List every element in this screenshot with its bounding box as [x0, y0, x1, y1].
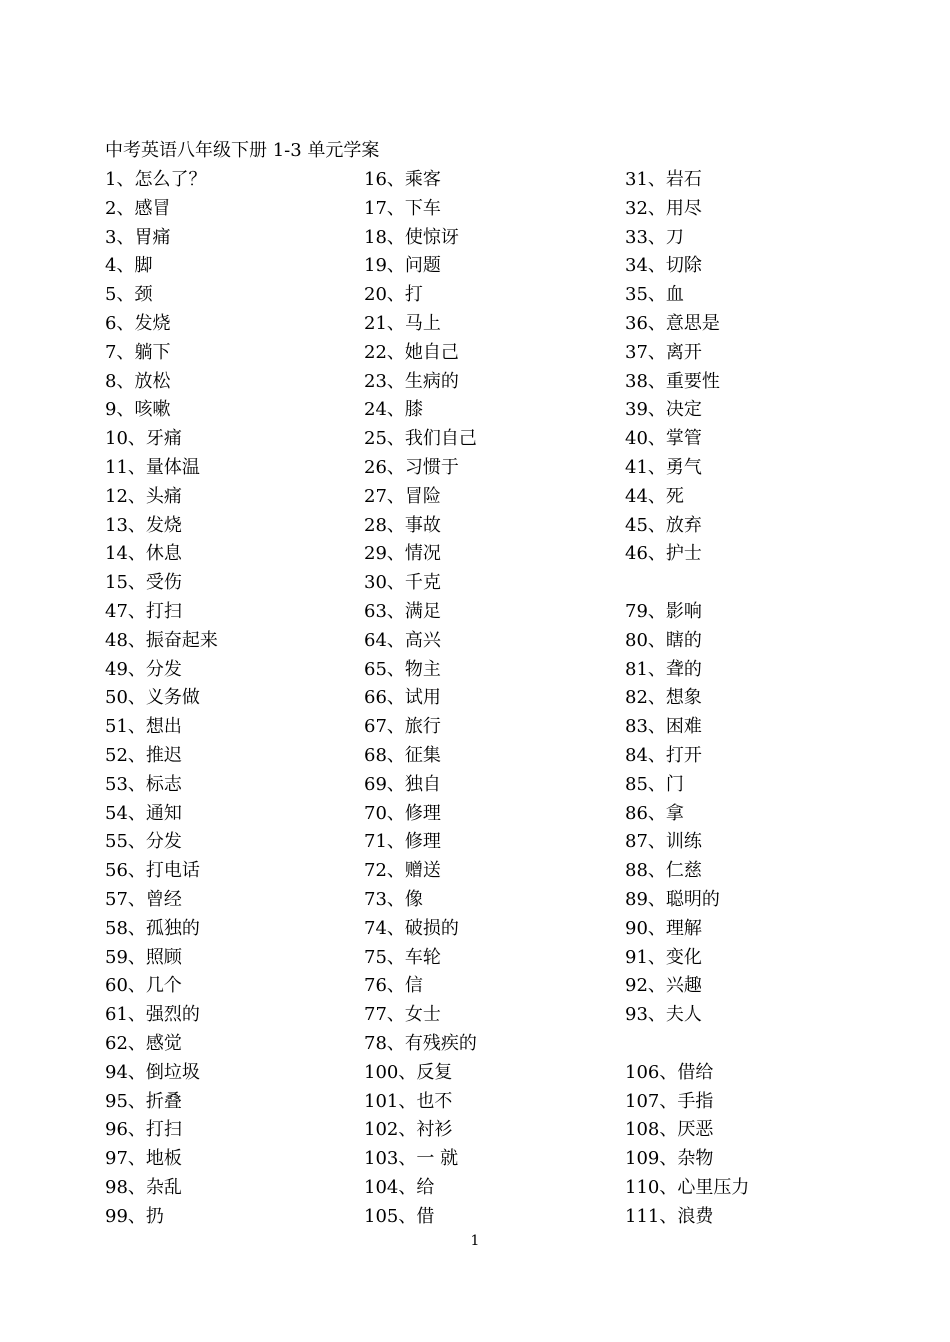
- vocab-item: 65、物主: [364, 658, 441, 680]
- vocab-item: 23、生病的: [364, 370, 459, 392]
- vocab-item: 22、她自己: [364, 341, 459, 363]
- vocab-item: 91、变化: [625, 946, 702, 968]
- vocab-item: 63、满足: [364, 600, 441, 622]
- vocab-item: 27、冒险: [364, 485, 441, 507]
- vocab-item: 12、头痛: [105, 485, 182, 507]
- vocab-item: 93、夫人: [625, 1004, 702, 1026]
- vocab-item: 62、感觉: [105, 1032, 182, 1054]
- vocab-column-1: [105, 167, 345, 1232]
- vocab-item: 69、独自: [364, 773, 441, 795]
- vocab-item: 76、信: [364, 975, 423, 997]
- vocab-item: 90、理解: [625, 917, 702, 939]
- vocab-item: 82、想象: [625, 687, 702, 709]
- vocab-item: 98、杂乱: [105, 1176, 182, 1198]
- vocab-item: 71、修理: [364, 831, 441, 853]
- vocab-item: 102、衬衫: [364, 1119, 453, 1141]
- vocab-item: 57、曾经: [105, 888, 182, 910]
- vocab-item: 80、瞎的: [625, 629, 702, 651]
- vocab-item: 47、打扫: [105, 600, 182, 622]
- vocab-item: 5、颈: [105, 284, 153, 306]
- vocab-item: 54、通知: [105, 802, 182, 824]
- vocab-item: 24、膝: [364, 399, 423, 421]
- vocab-item: 66、试用: [364, 687, 441, 709]
- vocab-item: 94、倒垃圾: [105, 1061, 200, 1083]
- vocab-item: 48、振奋起来: [105, 629, 218, 651]
- vocab-item: 49、分发: [105, 658, 182, 680]
- vocab-item: 59、照顾: [105, 946, 182, 968]
- page-number: 1: [470, 1233, 480, 1249]
- vocab-item: 36、意思是: [625, 312, 720, 334]
- vocab-item: 74、破损的: [364, 917, 459, 939]
- vocab-item: 78、有残疾的: [364, 1032, 477, 1054]
- vocab-item: 52、推迟: [105, 744, 182, 766]
- vocab-item: 41、勇气: [625, 456, 702, 478]
- vocab-item: 67、旅行: [364, 716, 441, 738]
- vocab-item: 40、掌管: [625, 428, 702, 450]
- vocab-item: 103、一 就: [364, 1148, 459, 1170]
- vocab-item: 79、影响: [625, 600, 702, 622]
- vocab-item: 26、习惯于: [364, 456, 459, 478]
- vocab-item: 100、反复: [364, 1061, 453, 1083]
- vocab-item: 95、折叠: [105, 1090, 182, 1112]
- vocab-item: 1、怎么了？: [105, 169, 207, 190]
- vocab-item: 32、用尽: [625, 197, 702, 219]
- vocab-item: 88、仁慈: [625, 860, 702, 882]
- vocab-item: 64、高兴: [364, 629, 441, 651]
- vocab-item: 39、决定: [625, 399, 702, 421]
- vocab-item: 111、浪费: [625, 1205, 714, 1227]
- vocab-item: 70、修理: [364, 802, 441, 824]
- vocab-item: 104、给: [364, 1176, 435, 1198]
- vocab-item: 31、岩石: [625, 169, 702, 190]
- vocab-item: 75、车轮: [364, 946, 441, 968]
- vocab-item: 19、问题: [364, 255, 441, 277]
- vocab-item: 14、休息: [105, 543, 182, 565]
- vocab-item: 9、咳嗽: [105, 399, 171, 421]
- vocab-item: 21、马上: [364, 312, 441, 334]
- vocab-item: 68、征集: [364, 744, 441, 766]
- vocab-item: 110、心里压力: [625, 1176, 750, 1198]
- vocab-item: 107、手指: [625, 1090, 714, 1112]
- vocab-item: 105、借: [364, 1205, 435, 1227]
- vocab-item: 72、赠送: [364, 860, 441, 882]
- vocab-item: 56、打电话: [105, 860, 200, 882]
- vocab-column-3: [625, 167, 865, 1232]
- vocab-item: 25、我们自己: [364, 428, 477, 450]
- vocab-item: 73、像: [364, 888, 423, 910]
- vocab-item: 108、厌恶: [625, 1119, 714, 1141]
- vocab-item: 13、发烧: [105, 514, 182, 536]
- vocab-item: 3、胃痛: [105, 226, 171, 248]
- vocab-column-2: [364, 167, 604, 1232]
- vocab-item: 96、打扫: [105, 1119, 182, 1141]
- vocab-item: [625, 1031, 865, 1060]
- vocab-item: 101、也不: [364, 1090, 453, 1112]
- vocab-item: 11、量体温: [105, 456, 200, 478]
- vocab-item: 83、困难: [625, 716, 702, 738]
- vocab-item: 87、训练: [625, 831, 702, 853]
- vocab-item: 92、兴趣: [625, 975, 702, 997]
- vocab-item: 38、重要性: [625, 370, 720, 392]
- vocab-item: 8、放松: [105, 370, 171, 392]
- vocab-item: 89、聪明的: [625, 888, 720, 910]
- vocab-item: 20、打: [364, 284, 423, 306]
- vocab-item: 29、情况: [364, 543, 441, 565]
- vocab-item: 106、借给: [625, 1061, 714, 1083]
- vocab-item: 51、想出: [105, 716, 182, 738]
- vocab-item: 4、脚: [105, 255, 153, 277]
- vocab-item: 18、使惊讶: [364, 226, 459, 248]
- vocab-item: 17、下车: [364, 197, 441, 219]
- vocab-item: 81、聋的: [625, 658, 702, 680]
- vocab-item: 44、死: [625, 485, 684, 507]
- vocab-item: 28、事故: [364, 514, 441, 536]
- vocab-item: 7、躺下: [105, 341, 171, 363]
- vocab-item: 37、离开: [625, 341, 702, 363]
- vocab-item: 46、护士: [625, 543, 702, 565]
- vocab-item: 97、地板: [105, 1148, 182, 1170]
- vocab-item: 99、扔: [105, 1205, 164, 1227]
- vocab-item: 10、牙痛: [105, 428, 182, 450]
- vocab-item: 109、杂物: [625, 1148, 714, 1170]
- vocab-item: 34、切除: [625, 255, 702, 277]
- vocab-item: 50、义务做: [105, 687, 200, 709]
- vocab-item: 45、放弃: [625, 514, 702, 536]
- vocab-item: 58、孤独的: [105, 917, 200, 939]
- vocab-item: 6、发烧: [105, 312, 171, 334]
- vocab-item: 53、标志: [105, 773, 182, 795]
- vocab-item: 33、刀: [625, 226, 684, 248]
- vocab-item: 85、门: [625, 773, 684, 795]
- vocab-item: 16、乘客: [364, 169, 441, 190]
- vocab-item: 77、女士: [364, 1004, 441, 1026]
- vocab-item: 2、感冒: [105, 197, 171, 219]
- vocab-item: 61、强烈的: [105, 1004, 200, 1026]
- page-title: 中考英语八年级下册 1-3 单元学案: [105, 140, 380, 161]
- vocab-item: 60、几个: [105, 975, 182, 997]
- vocab-item: [625, 570, 865, 599]
- vocab-item: 15、受伤: [105, 572, 182, 594]
- vocab-item: 30、千克: [364, 572, 441, 594]
- vocab-item: 84、打开: [625, 744, 702, 766]
- vocab-item: 35、血: [625, 284, 684, 306]
- vocab-item: 86、拿: [625, 802, 684, 824]
- vocab-item: 55、分发: [105, 831, 182, 853]
